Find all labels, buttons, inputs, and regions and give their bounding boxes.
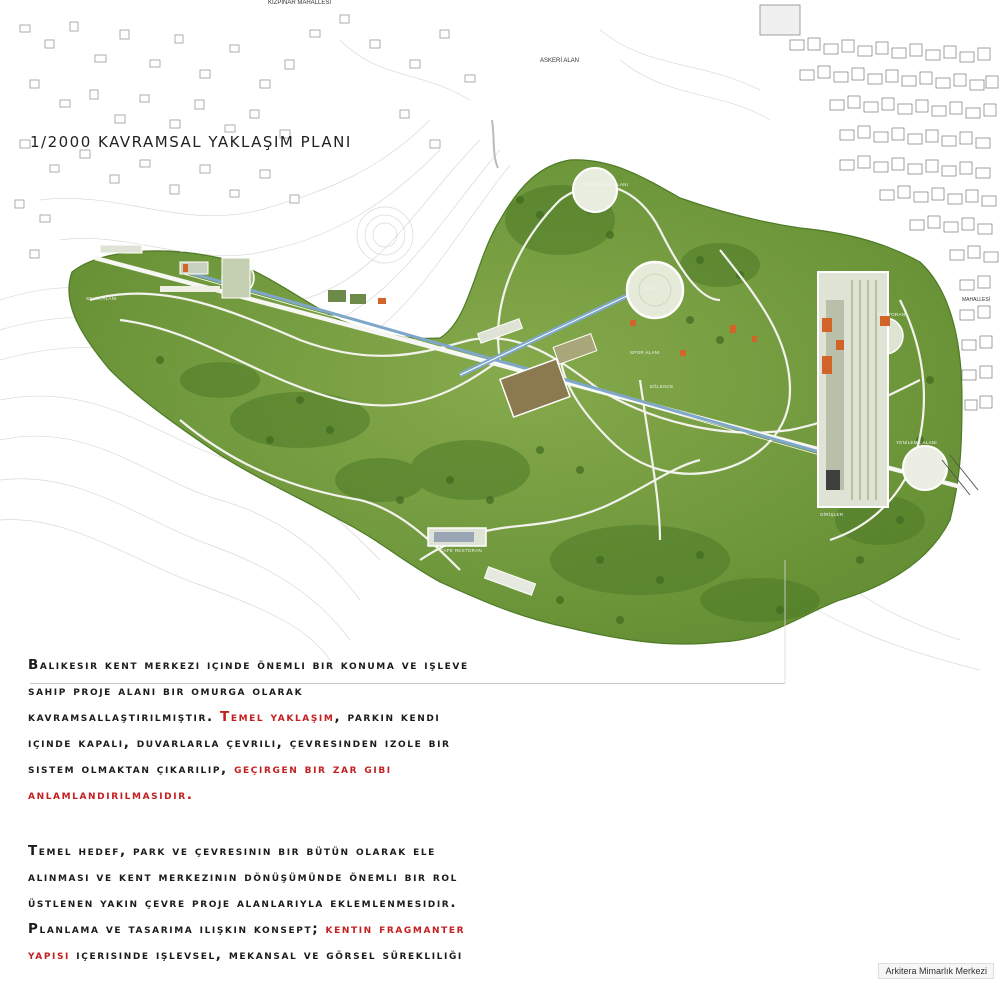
text-segment: içerisinde işlevsel, mekansal ve görsel sürekliliği	[70, 947, 463, 963]
text-line	[28, 782, 628, 808]
text-line	[28, 756, 628, 782]
plan-title: 1/2000 KAVRAMSAL YAKLAŞIM PLANI	[30, 133, 352, 151]
paragraph-2	[28, 838, 628, 968]
park-label-seyir: SEYİR ALANI	[86, 296, 117, 301]
text-line	[28, 678, 628, 704]
text-segment: içinde kapalı, duvarlarla çevrili, çevresinden izole bir	[28, 735, 451, 751]
description-text	[28, 652, 628, 968]
map-label-askeri-alan: ASKERİ ALAN	[540, 58, 580, 64]
text-segment: Temel hedef, park ve çevresinin bir bütün olarak ele	[28, 843, 436, 859]
park-label-balkaya-kafe: BALKAYA & KAFE	[180, 248, 222, 253]
highlighted-text: Temel yaklaşım	[220, 709, 335, 725]
highlighted-text: kentin fragmanter	[325, 921, 466, 937]
park-label-spor: SPOR ALANI	[630, 350, 660, 355]
park-label-girisler: GİRİŞLER	[820, 512, 844, 517]
highlighted-text: anlamlandırılmasıdır.	[28, 787, 194, 803]
text-line	[28, 890, 628, 916]
text-segment: sahip proje alanı bir omurga olarak	[28, 683, 304, 699]
text-segment: Planlama ve tasarıma ilişkin konsept;	[28, 921, 326, 937]
text-line	[28, 730, 628, 756]
east-complex	[818, 272, 890, 507]
map-label-mahalle: MAHALLESİ	[962, 297, 991, 303]
credit-label: Arkitera Mimarlık Merkezi	[878, 963, 994, 979]
text-line	[28, 864, 628, 890]
park-label-restoran: RESTORAN	[878, 312, 906, 317]
text-line	[28, 942, 628, 968]
text-line	[28, 838, 628, 864]
text-segment: alınması ve kent merkezinin dönüşümünde önemli bir rol	[28, 869, 458, 885]
text-segment: üstlenen yakın çevre proje alanlarıyla eklemlenmesidir.	[28, 895, 458, 911]
text-line	[28, 704, 628, 730]
highlighted-text: yapısı	[28, 947, 70, 963]
highlighted-text: geçirgen bir zar gibi	[234, 761, 392, 777]
viewpoint-plaza-east	[903, 446, 947, 490]
park-label-gozetleme: GÖZETLEME ALANI	[582, 182, 629, 187]
park-label-kafe: KAFE	[645, 286, 658, 291]
text-segment: kavramsallaştırılmıştır.	[28, 709, 221, 725]
paragraph-gap	[28, 808, 628, 838]
access-road	[492, 120, 498, 168]
park-label-eglence: EĞLENCE	[650, 384, 674, 389]
text-segment: Balıkesir kent merkezi içinde önemli bir konuma ve işleve	[28, 657, 469, 673]
text-segment: sistem olmaktan çıkarılıp,	[28, 761, 235, 777]
park-label-yenileme: YENİLEME ALANI	[896, 440, 937, 445]
text-segment: , parkın kendi	[334, 709, 441, 725]
text-line	[28, 652, 628, 678]
paragraph-1	[28, 652, 628, 808]
park-label-cafe-restoran: CAFE RESTORAN	[440, 548, 483, 553]
map-label-kizpinar: KIZPINAR MAHALLESİ	[268, 0, 332, 6]
text-line	[28, 916, 628, 942]
viewpoint-plaza-north	[573, 168, 617, 212]
